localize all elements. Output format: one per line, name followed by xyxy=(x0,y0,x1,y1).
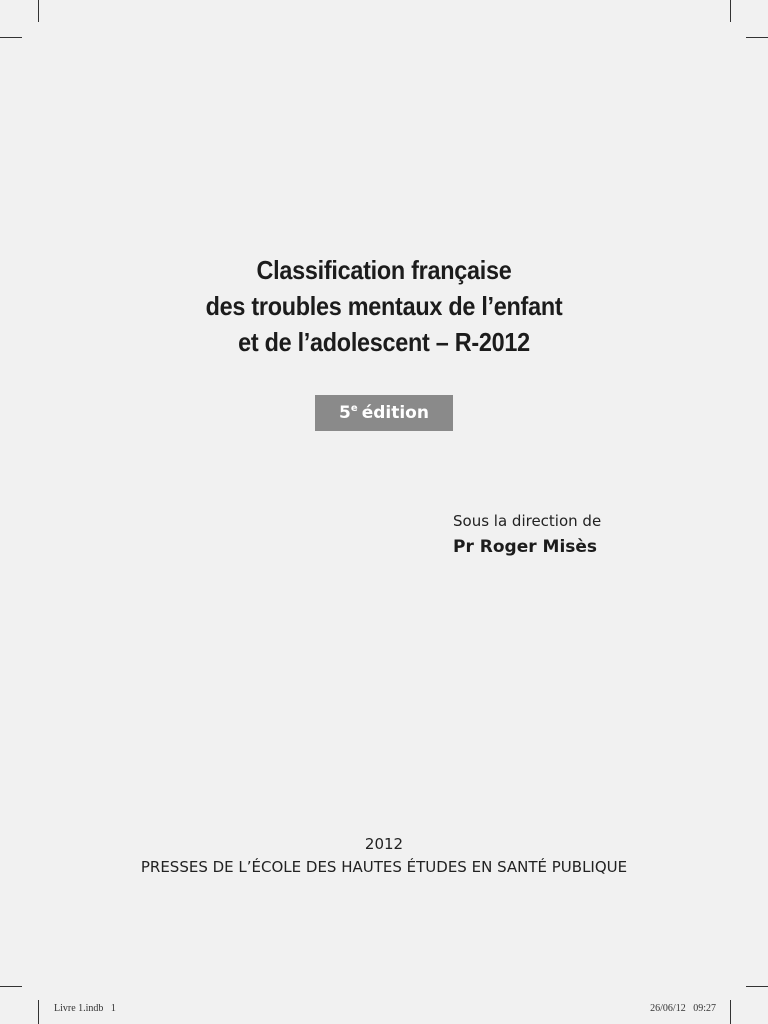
crop-mark-bottom-right xyxy=(730,1000,731,1024)
publication-year: 2012 xyxy=(364,835,404,853)
direction-block xyxy=(453,510,753,562)
crop-mark-bottom-left xyxy=(38,1000,39,1024)
title-line-3: et de l’adolescent – R-2012 xyxy=(238,327,530,357)
crop-mark-bottom-right-horizontal xyxy=(746,986,768,987)
crop-mark-top-right xyxy=(730,0,731,22)
print-slug-file: Livre 1.indb 1 xyxy=(54,1003,116,1014)
edition-word: édition xyxy=(361,403,429,423)
title-line-2: des troubles mentaux de l’enfant xyxy=(205,291,563,321)
crop-mark-top-right-horizontal xyxy=(746,37,768,38)
book-title xyxy=(0,252,768,360)
director-name: Pr Roger Misès xyxy=(453,537,598,557)
crop-mark-top-left xyxy=(38,0,39,22)
title-line-1: Classification française xyxy=(256,255,512,285)
edition-badge xyxy=(315,395,453,431)
edition-superscript: e xyxy=(350,403,358,414)
publisher-block xyxy=(0,833,768,879)
print-slug-datetime: 26/06/12 09:27 xyxy=(650,1003,716,1014)
edition-number: 5 xyxy=(339,403,351,423)
direction-label: Sous la direction de xyxy=(453,512,602,530)
publisher-name: PRESSES DE L’ÉCOLE DES HAUTES ÉTUDES EN SANTÉ PUBLIQUE xyxy=(140,858,628,876)
crop-mark-top-left-horizontal xyxy=(0,37,22,38)
crop-mark-bottom-left-horizontal xyxy=(0,986,22,987)
